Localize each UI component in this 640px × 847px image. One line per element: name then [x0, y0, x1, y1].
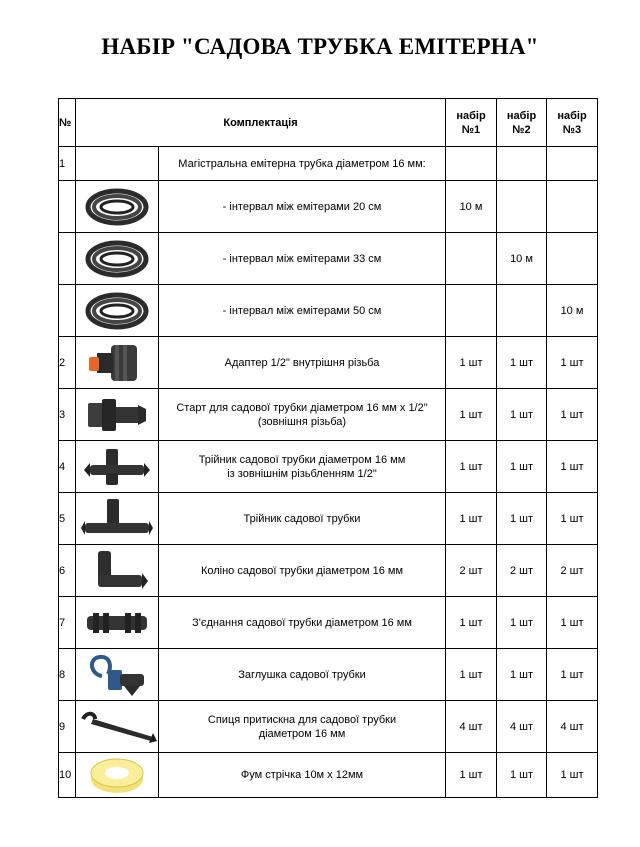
row-number: 8: [59, 649, 76, 701]
row-description: Старт для садової трубки діаметром 16 мм х 1/2" (зовнішня різьба): [159, 389, 446, 441]
table-row: [59, 493, 598, 545]
table-row: [59, 545, 598, 597]
row-description: Спиця притискна для садової трубки діаметром 16 мм: [159, 701, 446, 753]
header-set1: набір №1: [446, 99, 497, 147]
table-row: [59, 285, 598, 337]
qty-set3: 4 шт: [547, 701, 598, 753]
qty-set2: 1 шт: [497, 337, 547, 389]
image-cell: [76, 285, 159, 337]
table-row: [59, 441, 598, 493]
qty-set3: [547, 147, 598, 181]
qty-set1: 1 шт: [446, 337, 497, 389]
header-kit: Комплектація: [76, 99, 446, 147]
image-cell: [76, 493, 159, 545]
header-num: №: [59, 99, 76, 147]
image-cell: [76, 441, 159, 493]
ptfe-tape-icon: [76, 755, 158, 795]
table-row: [59, 389, 598, 441]
row-number: 4: [59, 441, 76, 493]
qty-set2: 2 шт: [497, 545, 547, 597]
qty-set2: [497, 181, 547, 233]
row-description: Магістральна емітерна трубка діаметром 16 мм:: [159, 147, 446, 181]
qty-set1: 1 шт: [446, 597, 497, 649]
qty-set2: 1 шт: [497, 389, 547, 441]
qty-set1: 1 шт: [446, 649, 497, 701]
tee-icon: [76, 497, 158, 541]
row-description: - інтервал між емітерами 20 см: [159, 181, 446, 233]
row-number: 9: [59, 701, 76, 753]
qty-set2: [497, 285, 547, 337]
header-set2: набір №2: [497, 99, 547, 147]
qty-set2: [497, 147, 547, 181]
row-number: [59, 233, 76, 285]
adapter-icon: [76, 341, 158, 385]
qty-set3: 2 шт: [547, 545, 598, 597]
header-row: [59, 99, 598, 147]
row-number: [59, 285, 76, 337]
row-number: 7: [59, 597, 76, 649]
qty-set2: 1 шт: [497, 753, 547, 798]
qty-set3: 1 шт: [547, 753, 598, 798]
qty-set2: 1 шт: [497, 649, 547, 701]
qty-set1: 10 м: [446, 181, 497, 233]
qty-set1: 4 шт: [446, 701, 497, 753]
qty-set2: 1 шт: [497, 597, 547, 649]
qty-set1: 2 шт: [446, 545, 497, 597]
qty-set2: 4 шт: [497, 701, 547, 753]
image-cell: [76, 233, 159, 285]
ground-stake-icon: [76, 707, 158, 747]
table-row: [59, 597, 598, 649]
qty-set3: 1 шт: [547, 597, 598, 649]
table-row: [59, 233, 598, 285]
image-cell: [76, 597, 159, 649]
kit-table: [58, 98, 598, 798]
qty-set1: 1 шт: [446, 389, 497, 441]
qty-set3: 10 м: [547, 285, 598, 337]
row-number: 1: [59, 147, 76, 181]
table-row: [59, 649, 598, 701]
qty-set1: 1 шт: [446, 493, 497, 545]
row-description: - інтервал між емітерами 33 см: [159, 233, 446, 285]
row-description: Трійник садової трубки діаметром 16 мм із зовнішнім різьбленням 1/2": [159, 441, 446, 493]
row-description: Фум стрічка 10м х 12мм: [159, 753, 446, 798]
page-title: НАБІР "САДОВА ТРУБКА ЕМІТЕРНА": [101, 34, 539, 59]
elbow-icon: [76, 549, 158, 593]
coil-tube-icon: [76, 291, 158, 331]
qty-set3: [547, 181, 598, 233]
qty-set3: 1 шт: [547, 337, 598, 389]
row-description: - інтервал між емітерами 50 см: [159, 285, 446, 337]
table-row: [59, 701, 598, 753]
image-cell: [76, 181, 159, 233]
row-number: 6: [59, 545, 76, 597]
image-cell: [76, 545, 159, 597]
row-number: [59, 181, 76, 233]
image-cell: [76, 337, 159, 389]
threaded-tee-icon: [76, 445, 158, 489]
qty-set3: 1 шт: [547, 493, 598, 545]
coil-tube-icon: [76, 239, 158, 279]
row-description: З'єднання садової трубки діаметром 16 мм: [159, 597, 446, 649]
intro-row: [59, 147, 598, 181]
qty-set3: 1 шт: [547, 389, 598, 441]
row-description: Трійник садової трубки: [159, 493, 446, 545]
image-cell: [76, 753, 159, 798]
qty-set1: [446, 285, 497, 337]
header-set3: набір №3: [547, 99, 598, 147]
end-plug-icon: [76, 652, 158, 698]
qty-set2: 1 шт: [497, 441, 547, 493]
qty-set2: 10 м: [497, 233, 547, 285]
row-number: 5: [59, 493, 76, 545]
qty-set1: [446, 233, 497, 285]
table-row: [59, 753, 598, 798]
row-number: 3: [59, 389, 76, 441]
row-number: 10: [59, 753, 76, 798]
qty-set1: [446, 147, 497, 181]
row-description: Коліно садової трубки діаметром 16 мм: [159, 545, 446, 597]
start-connector-icon: [76, 393, 158, 437]
qty-set3: 1 шт: [547, 649, 598, 701]
qty-set3: [547, 233, 598, 285]
qty-set2: 1 шт: [497, 493, 547, 545]
qty-set1: 1 шт: [446, 753, 497, 798]
coupling-icon: [76, 603, 158, 643]
image-cell: [76, 389, 159, 441]
row-description: Адаптер 1/2" внутрішня різьба: [159, 337, 446, 389]
image-cell: [76, 649, 159, 701]
qty-set3: 1 шт: [547, 441, 598, 493]
image-cell: [76, 701, 159, 753]
row-description: Заглушка садової трубки: [159, 649, 446, 701]
row-number: 2: [59, 337, 76, 389]
coil-tube-icon: [76, 187, 158, 227]
image-cell: [76, 147, 159, 181]
table-row: [59, 181, 598, 233]
table-row: [59, 337, 598, 389]
qty-set1: 1 шт: [446, 441, 497, 493]
